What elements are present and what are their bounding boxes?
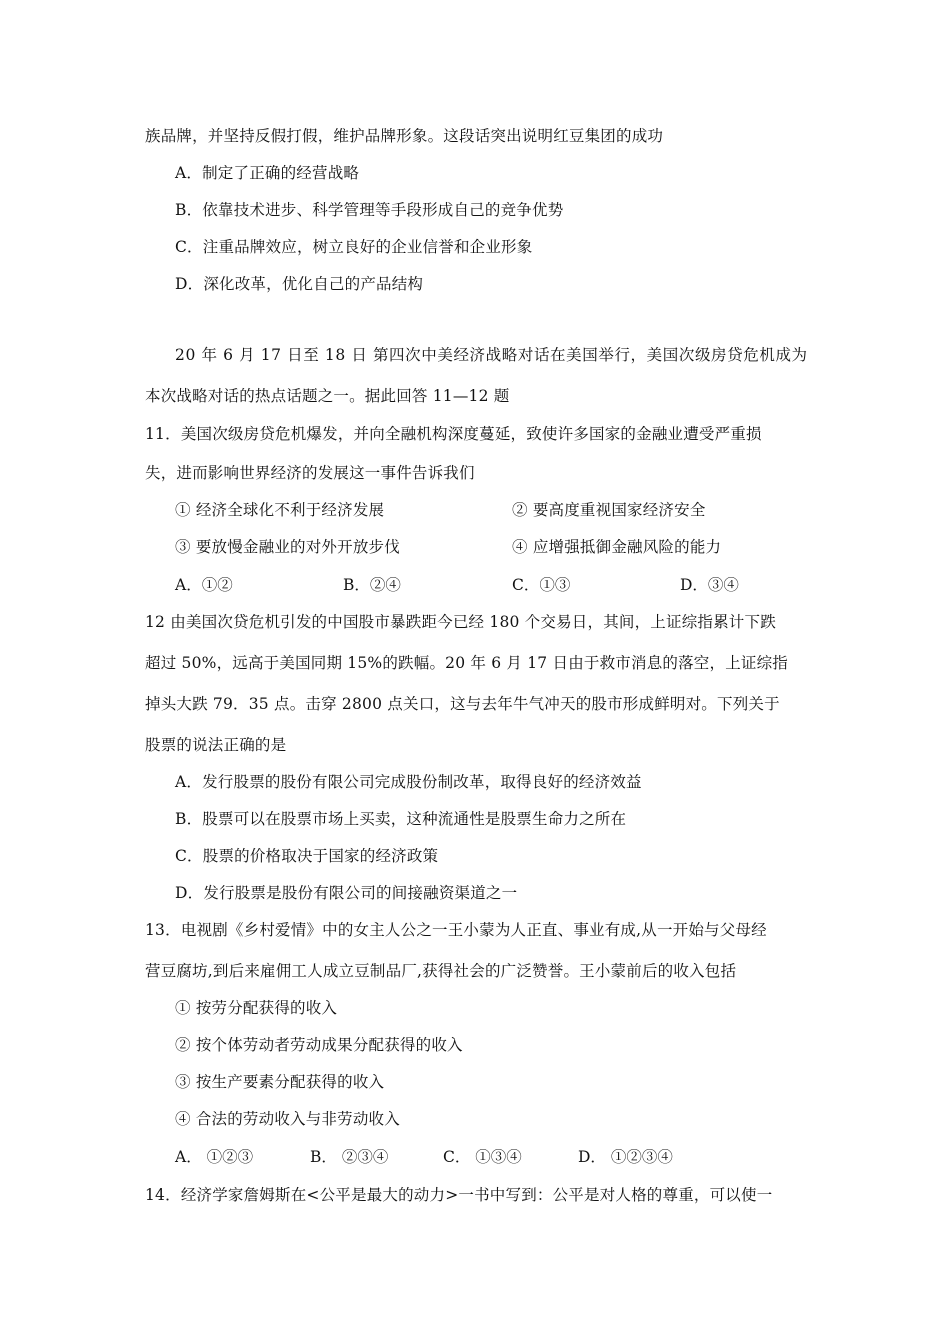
- q11-choice-d: D．③④: [680, 576, 739, 594]
- material-line-2: 本次战略对话的热点话题之一。据此回答 11—12 题: [145, 387, 510, 405]
- q11-stem-line-2: 失，进而影响世界经济的发展这一事件告诉我们: [145, 464, 475, 482]
- q11-item-3: ③ 要放慢金融业的对外开放步伐: [175, 538, 400, 556]
- q13-item-2: ② 按个体劳动者劳动成果分配获得的收入: [175, 1036, 463, 1054]
- q12-stem-line-3: 掉头大跌 79．35 点。击穿 2800 点关口，这与去年牛气冲天的股市形成鲜明对。下列关于: [145, 695, 780, 713]
- q13-stem-line-1: 13．电视剧《乡村爱情》中的女主人公之一王小蒙为人正直、事业有成,从一开始与父母经: [145, 921, 767, 939]
- q10-option-b: B．依靠技术进步、科学管理等手段形成自己的竞争优势: [175, 201, 564, 219]
- material-line-1: 20 年 6 月 17 日至 18 日 第四次中美经济战略对话在美国举行，美国次级房贷危机成为: [175, 346, 808, 364]
- q12-option-c: C．股票的价格取决于国家的经济政策: [175, 847, 439, 865]
- q13-choice-b: B． ②③④: [310, 1148, 389, 1166]
- q13-item-1: ① 按劳分配获得的收入: [175, 999, 338, 1017]
- q11-item-4: ④ 应增强抵御金融风险的能力: [512, 538, 722, 556]
- q11-choice-c: C．①③: [512, 576, 571, 594]
- q10-stem-tail: 族品牌，并坚持反假打假，维护品牌形象。这段话突出说明红豆集团的成功: [145, 127, 664, 145]
- q10-option-c: C．注重品牌效应，树立良好的企业信誉和企业形象: [175, 238, 533, 256]
- q10-option-d: D．深化改革，优化自己的产品结构: [175, 275, 424, 293]
- q13-choice-a: A． ①②③: [175, 1148, 254, 1166]
- q13-item-4: ④ 合法的劳动收入与非劳动收入: [175, 1110, 400, 1128]
- q14-stem-line-1: 14．经济学家詹姆斯在<公平是最大的动力>一书中写到：公平是对人格的尊重，可以使一: [145, 1186, 773, 1204]
- q13-choice-c: C． ①③④: [443, 1148, 522, 1166]
- q12-stem-line-2: 超过 50%，远高于美国同期 15%的跌幅。20 年 6 月 17 日由于救市消息的落空，上证综指: [145, 654, 789, 672]
- q12-stem-line-1: 12 由美国次贷危机引发的中国股市暴跌距今已经 180 个交易日，其间，上证综指累计下跌: [145, 613, 776, 631]
- q13-choice-d: D． ①②③④: [578, 1148, 673, 1166]
- q12-option-b: B．股票可以在股票市场上买卖，这种流通性是股票生命力之所在: [175, 810, 627, 828]
- q13-stem-line-2: 营豆腐坊,到后来雇佣工人成立豆制品厂,获得社会的广泛赞誉。王小蒙前后的收入包括: [145, 962, 737, 980]
- q10-option-a: A．制定了正确的经营战略: [175, 164, 360, 182]
- q12-stem-line-4: 股票的说法正确的是: [145, 736, 287, 754]
- q11-item-1: ① 经济全球化不利于经济发展: [175, 501, 385, 519]
- q11-item-2: ② 要高度重视国家经济安全: [512, 501, 706, 519]
- q11-stem-line-1: 11．美国次级房贷危机爆发，并向全融机构深度蔓延，致使许多国家的金融业遭受严重损: [145, 425, 762, 443]
- q12-option-d: D．发行股票是股份有限公司的间接融资渠道之一: [175, 884, 518, 902]
- q13-item-3: ③ 按生产要素分配获得的收入: [175, 1073, 385, 1091]
- q11-choice-b: B．②④: [343, 576, 401, 594]
- q11-choice-a: A．①②: [175, 576, 233, 594]
- q12-option-a: A．发行股票的股份有限公司完成股份制改革，取得良好的经济效益: [175, 773, 642, 791]
